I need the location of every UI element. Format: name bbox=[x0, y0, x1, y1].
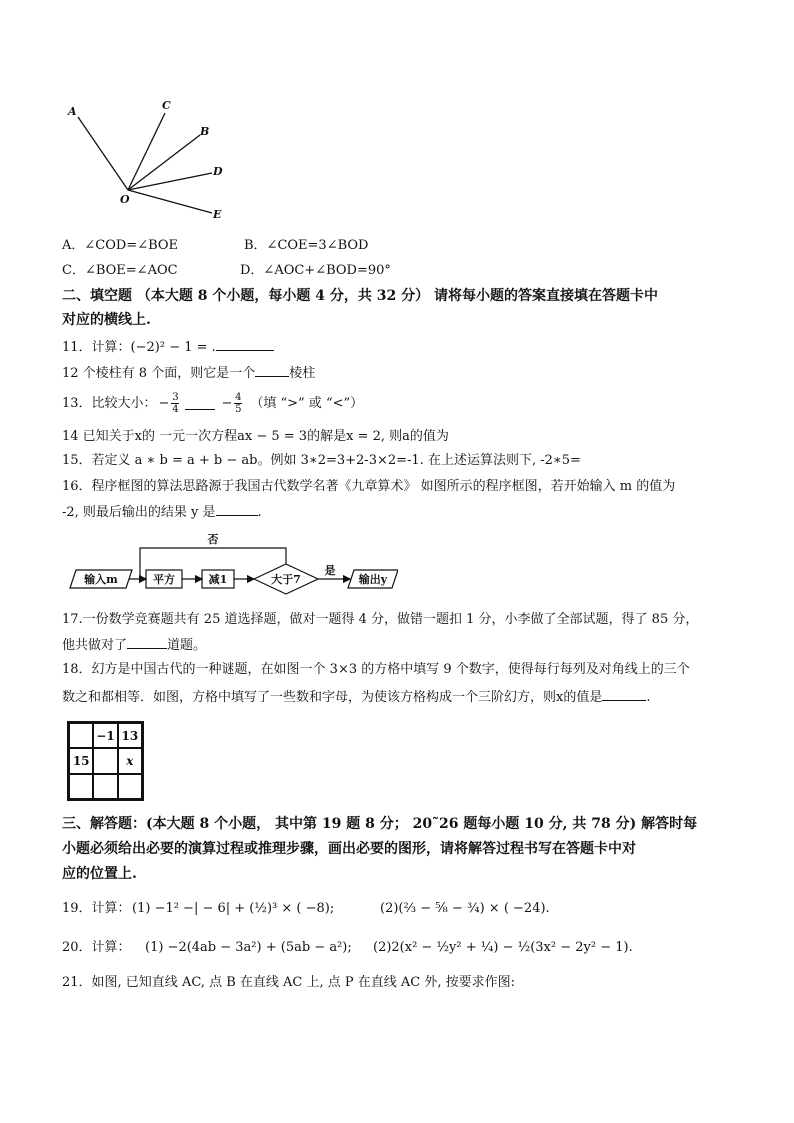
magic-square bbox=[67, 721, 144, 801]
q21: 21．如图, 已知直线 AC, 点 B 在直线 AC 上, 点 P 在直线 AC 外, 按要求作图: bbox=[62, 975, 516, 990]
q17-line2-before: 他共做对了 bbox=[62, 638, 128, 653]
q13-frac2 bbox=[234, 392, 242, 415]
q16-line2-text: -2, 则最后输出的结果 y 是 bbox=[62, 505, 216, 520]
magic-cell bbox=[69, 723, 93, 748]
q11-blank bbox=[216, 338, 274, 351]
label-e: E bbox=[213, 208, 222, 221]
q16-line2: -2, 则最后输出的结果 y 是 . bbox=[62, 505, 262, 520]
q18-line1: 18．幻方是中国古代的一种谜题，在如图一个 3×3 的方格中填写 9 个数字，使得每行每列及对角线上的三个 bbox=[62, 662, 690, 677]
q18-blank bbox=[602, 688, 646, 701]
q12-blank bbox=[255, 364, 289, 377]
q10-option-c: C．∠BOE=∠AOC bbox=[62, 263, 178, 278]
ray-oa bbox=[78, 117, 128, 190]
magic-cell: x bbox=[118, 748, 142, 773]
q11 bbox=[62, 338, 274, 356]
flow-condition-label: 大于7 bbox=[271, 573, 301, 586]
flow-no-label: 否 bbox=[207, 533, 219, 546]
q13-frac2-num: 4 bbox=[235, 392, 242, 403]
section3-heading-line1: 三、解答题：(本大题 8 个小题， 其中第 19 题 8 分； 20˜26 题每小题 10 分, 共 78 分) 解答时每 bbox=[62, 816, 698, 832]
flow-square-label: 平方 bbox=[153, 573, 175, 586]
q12 bbox=[62, 364, 315, 382]
q20-part1: (1) −2(4ab − 3a²) + (5ab − a²); bbox=[145, 940, 352, 955]
q13: 13．比较大小： − 3 4 − 4 5 （填 “>” 或 “<”） bbox=[62, 392, 364, 415]
ray-ob bbox=[128, 135, 200, 190]
ray-od bbox=[128, 173, 212, 190]
section3-heading-line2: 小题必须给出必要的演算过程或推理步骤，画出必要的图形，请将解答过程书写在答题卡中对 bbox=[62, 841, 636, 857]
label-o: O bbox=[120, 193, 130, 206]
q19-part2: (2)(⅔ − ⅝ − ¾) × ( −24). bbox=[380, 901, 550, 916]
q20-part2: (2)2(x² − ½y² + ¼) − ½(3x² − 2y² − 1). bbox=[373, 940, 633, 955]
q13-frac1-den: 4 bbox=[172, 404, 179, 415]
q18-line2-text: 数之和都相等．如图，方格中填写了一些数和字母，为使该方格构成一个三阶幻方，则x的值是 bbox=[62, 690, 603, 705]
magic-cell bbox=[93, 748, 117, 773]
label-c: C bbox=[162, 99, 171, 112]
q18-line2: 数之和都相等．如图，方格中填写了一些数和字母，为使该方格构成一个三阶幻方，则x的值是 . bbox=[62, 690, 651, 705]
ray-oe bbox=[128, 190, 212, 213]
q14: 14 已知关于x的 一元一次方程ax − 5 = 3的解是x = 2, 则a的值为 bbox=[62, 429, 449, 444]
q13-blank bbox=[185, 397, 215, 410]
flow-output-label: 输出y bbox=[358, 573, 388, 586]
flow-yes-label: 是 bbox=[324, 564, 336, 577]
q19-label: 19．计算： bbox=[62, 901, 131, 916]
label-d: D bbox=[213, 165, 223, 178]
flow-minus1-label: 减1 bbox=[208, 573, 228, 586]
q15: 15．若定义 a ∗ b = a + b − ab。例如 3∗2=3+2-3×2=-1. 在上述运算法则下, -2∗5= bbox=[62, 453, 581, 468]
q13-suffix: （填 “>” 或 “<”） bbox=[250, 395, 364, 411]
section2-heading-line2: 对应的横线上. bbox=[62, 312, 151, 328]
q17-line2 bbox=[62, 636, 206, 654]
q10-option-d: D．∠AOC+∠BOD=90° bbox=[240, 263, 391, 278]
q16-blank bbox=[216, 503, 258, 516]
q13-prefix: 13．比较大小： bbox=[62, 395, 157, 411]
q12-before: 12 个棱柱有 8 个面，则它是一个 bbox=[62, 366, 256, 381]
angle-figure bbox=[60, 95, 240, 230]
section3-heading-line3: 应的位置上. bbox=[62, 866, 137, 882]
ray-oc bbox=[128, 113, 165, 190]
q17-line1: 17.一份数学竞赛题共有 25 道选择题，做对一题得 4 分，做错一题扣 1 分，小李做了全部试题，得了 85 分， bbox=[62, 612, 699, 627]
q13-frac1-num: 3 bbox=[172, 392, 179, 403]
q10-option-b: B．∠COE=3∠BOD bbox=[244, 238, 369, 253]
flow-input-label: 输入m bbox=[84, 573, 118, 586]
magic-cell bbox=[118, 774, 142, 799]
magic-cell: 13 bbox=[118, 723, 142, 748]
q20-label: 20．计算： bbox=[62, 940, 131, 955]
label-b: B bbox=[200, 125, 210, 138]
magic-cell: −1 bbox=[93, 723, 117, 748]
q13-frac2-den: 5 bbox=[235, 404, 242, 415]
section2-heading-line1: 二、填空题 （本大题 8 个小题，每小题 4 分，共 32 分） 请将每小题的答案直接填在答题卡中 bbox=[62, 288, 658, 304]
q12-after: 棱柱 bbox=[289, 366, 316, 381]
magic-cell bbox=[93, 774, 117, 799]
q16-line1: 16．程序框图的算法思路源于我国古代数学名著《九章算术》 如图所示的程序框图，若开始输入 m 的值为 bbox=[62, 479, 676, 494]
magic-cell bbox=[69, 774, 93, 799]
magic-cell: 15 bbox=[69, 748, 93, 773]
q13-frac1 bbox=[171, 392, 179, 415]
q10-option-a: A．∠COD=∠BOE bbox=[62, 238, 179, 253]
flowchart bbox=[68, 528, 398, 598]
q17-blank bbox=[127, 636, 167, 649]
q19-part1: (1) −1² −| − 6| + (½)³ × ( −8); bbox=[132, 901, 335, 916]
q11-text: 11．计算：(−2)² − 1 = . bbox=[62, 340, 216, 355]
label-a: A bbox=[68, 105, 77, 118]
q17-line2-after: 道题。 bbox=[167, 638, 207, 653]
